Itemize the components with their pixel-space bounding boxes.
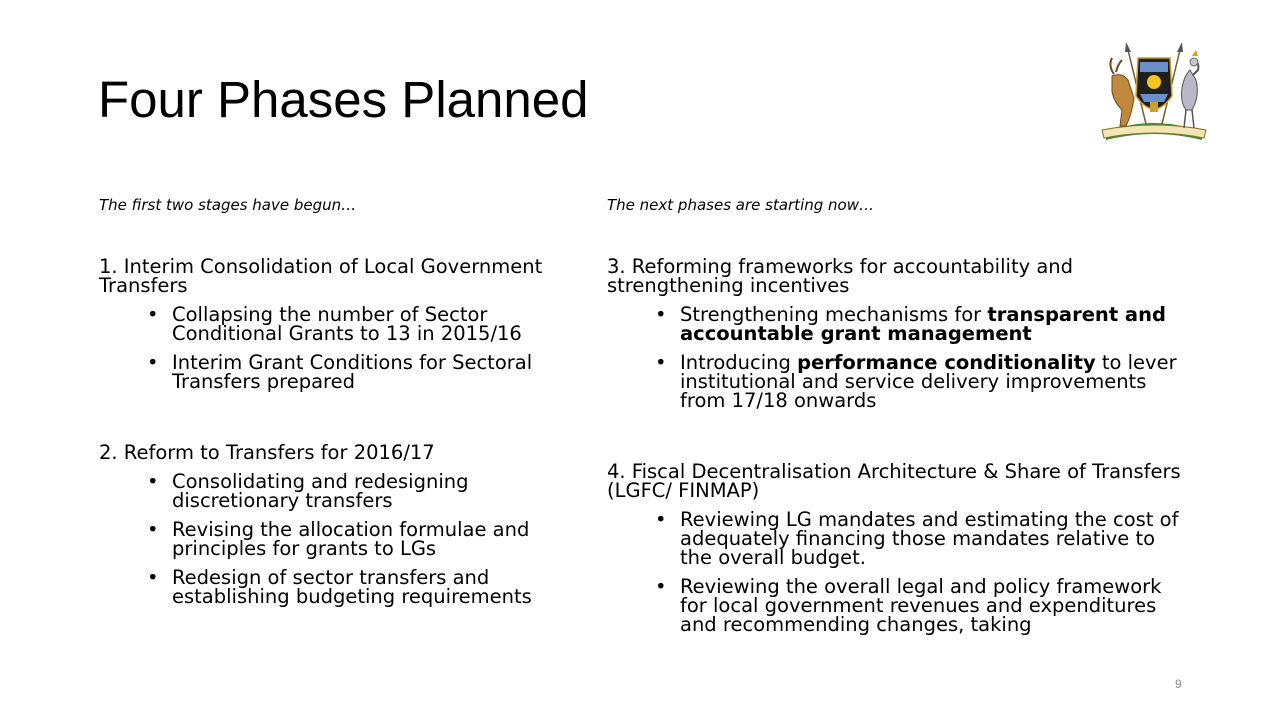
list-item: • Strengthening mechanisms for transparent and accountable grant management — [655, 303, 1166, 345]
section-4-heading: 4. Fiscal Decentralisation Architecture & Share of Transfers (LGFC/ FINMAP) — [607, 460, 1181, 502]
section-4-bullets — [607, 510, 1192, 634]
bullet-icon: • — [655, 575, 667, 598]
bullet-icon: • — [147, 303, 159, 326]
list-item: • Reviewing LG mandates and estimating the cost of adequately financing those mandates relative to the overall budget. — [655, 508, 1179, 569]
bullet-icon: • — [655, 508, 667, 531]
bullet-icon: • — [147, 351, 159, 374]
section-2-bullets — [99, 472, 569, 606]
list-item: • Redesign of sector transfers and establishing budgeting requirements — [147, 566, 532, 608]
left-column — [99, 196, 569, 606]
list-item: • Consolidating and redesigning discretionary transfers — [147, 470, 469, 512]
section-2 — [99, 443, 569, 606]
bullet-icon: • — [147, 518, 159, 541]
list-item: • Reviewing the overall legal and policy framework for local government revenues and expenditures and recommending changes, taking — [655, 575, 1162, 636]
section-4 — [607, 462, 1192, 634]
section-1-heading: 1. Interim Consolidation of Local Government Transfers — [99, 255, 543, 297]
right-subtitle: The next phases are starting now… — [607, 196, 874, 214]
list-item: • Revising the allocation formulae and principles for grants to LGs — [147, 518, 530, 560]
section-1 — [99, 257, 569, 391]
bullet-icon: • — [147, 566, 159, 589]
bullet-icon: • — [655, 303, 667, 326]
slide-title: Four Phases Planned — [98, 71, 589, 128]
section-1-bullets — [99, 305, 569, 391]
uganda-coat-of-arms-icon — [1088, 36, 1220, 148]
bullet-icon: • — [655, 351, 667, 374]
list-item: • Introducing performance conditionality to lever institutional and service delivery improvements from 17/18 onwards — [655, 351, 1177, 412]
section-3 — [607, 257, 1192, 410]
right-column — [607, 196, 1192, 634]
left-subtitle: The first two stages have begun… — [99, 196, 357, 214]
list-item: • Interim Grant Conditions for Sectoral Transfers prepared — [147, 351, 533, 393]
list-item: • Collapsing the number of Sector Conditional Grants to 13 in 2015/16 — [147, 303, 522, 345]
section-2-heading: 2. Reform to Transfers for 2016/17 — [99, 441, 435, 464]
page-number: 9 — [1175, 677, 1182, 691]
section-3-bullets — [607, 305, 1192, 410]
section-3-heading: 3. Reforming frameworks for accountability and strengthening incentives — [607, 255, 1074, 297]
bullet-icon: • — [147, 470, 159, 493]
